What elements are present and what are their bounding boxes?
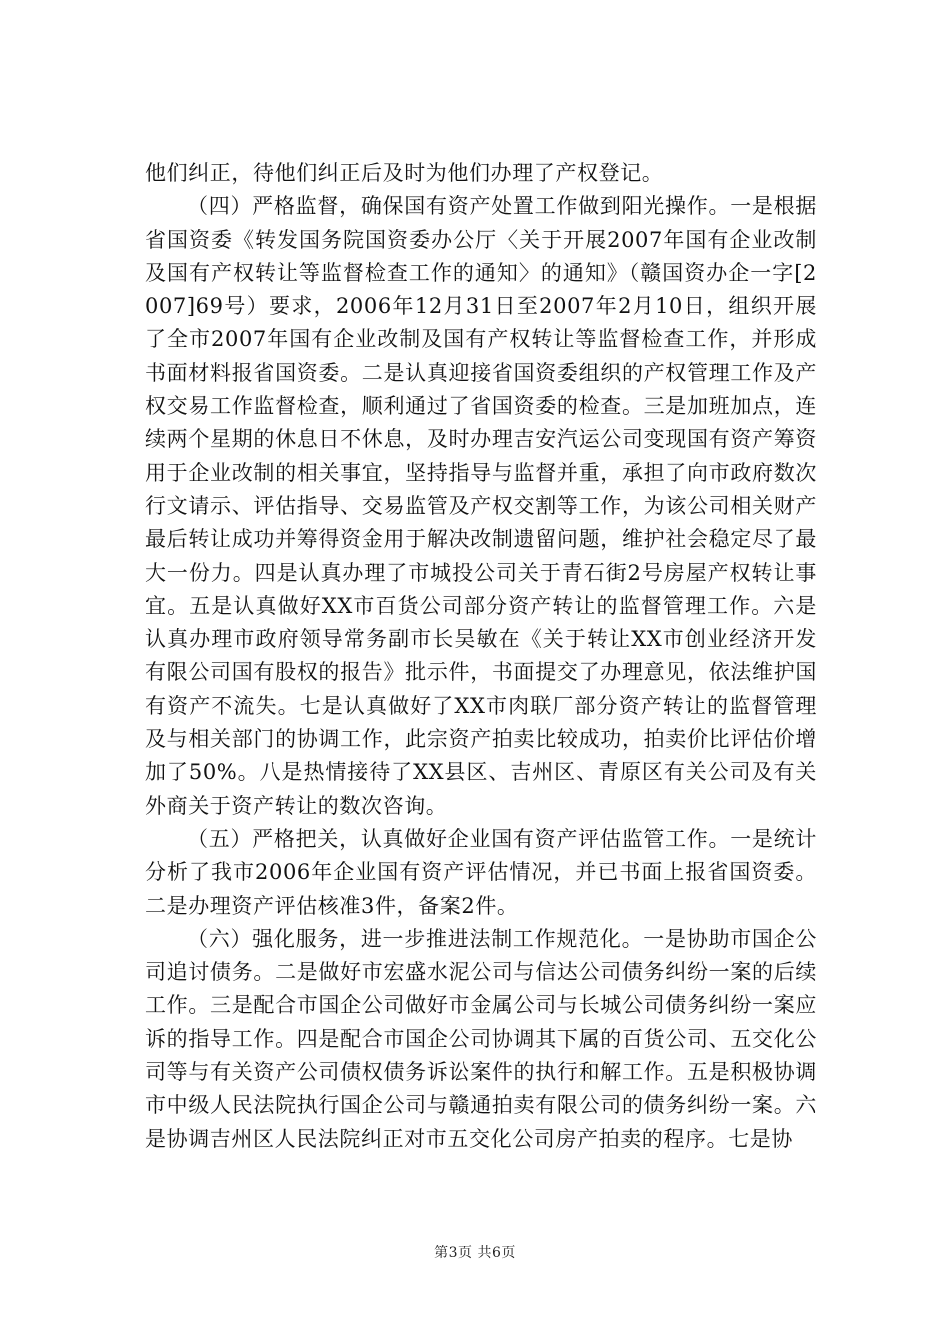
document-body — [145, 157, 817, 1156]
paragraph-section-4: （四）严格监督，确保国有资产处置工作做到阳光操作。一是根据省国资委《转发国务院国资委办公厅〈关于开展2007年国有企业改制及国有产权转让等监督检查工作的通知〉的通知》（赣国资办企一字[2007]69号）要求，2006年12月31日至2007年2月10日，组织开展了全市2007年国有企业改制及国有产权转让等监督检查工作，并形成书面材料报省国资委。二是认真迎接省国资委组织的产权管理工作及产权交易工作监督检查，顺利通过了省国资委的检查。三是加班加点，连续两个星期的休息日不休息，及时办理吉安汽运公司变现国有资产筹资用于企业改制的相关事宜，坚持指导与监督并重，承担了向市政府数次行文请示、评估指导、交易监管及产权交割等工作，为该公司相关财产最后转让成功并筹得资金用于解决改制遗留问题，维护社会稳定尽了最大一份力。四是认真办理了市城投公司关于青石街2号房屋产权转让事宜。五是认真做好XX市百货公司部分资产转让的监督管理工作。六是认真办理市政府领导常务副市长吴敏在《关于转让XX市创业经济开发有限公司国有股权的报告》批示件，书面提交了办理意见，依法维护国有资产不流失。七是认真做好了XX市肉联厂部分资产转让的监督管理及与相关部门的协调工作，此宗资产拍卖比较成功，拍卖价比评估价增加了50%。八是热情接待了XX县区、吉州区、青原区有关公司及有关外商关于资产转让的数次咨询。 — [145, 194, 817, 818]
page-number-footer: 第3页 共6页 — [434, 1245, 516, 1261]
paragraph-continuation: 他们纠正，待他们纠正后及时为他们办理了产权登记。 — [145, 161, 664, 185]
paragraph-section-6: （六）强化服务，进一步推进法制工作规范化。一是协助市国企公司追讨债务。二是做好市宏盛水泥公司与信达公司债务纠纷一案的后续工作。三是配合市国企公司做好市金属公司与长城公司债务纠纷一案应诉的指导工作。四是配合市国企公司协调其下属的百货公司、五交化公司等与有关资产公司债权债务诉讼案件的执行和解工作。五是积极协调市中级人民法院执行国企公司与赣通拍卖有限公司的债务纠纷一案。六是协调吉州区人民法院纠正对市五交化公司房产拍卖的程序。七是协 — [145, 926, 817, 1151]
paragraph-section-5: （五）严格把关，认真做好企业国有资产评估监管工作。一是统计分析了我市2006年企业国有资产评估情况，并已书面上报省国资委。二是办理资产评估核准3件，备案2件。 — [145, 826, 817, 918]
